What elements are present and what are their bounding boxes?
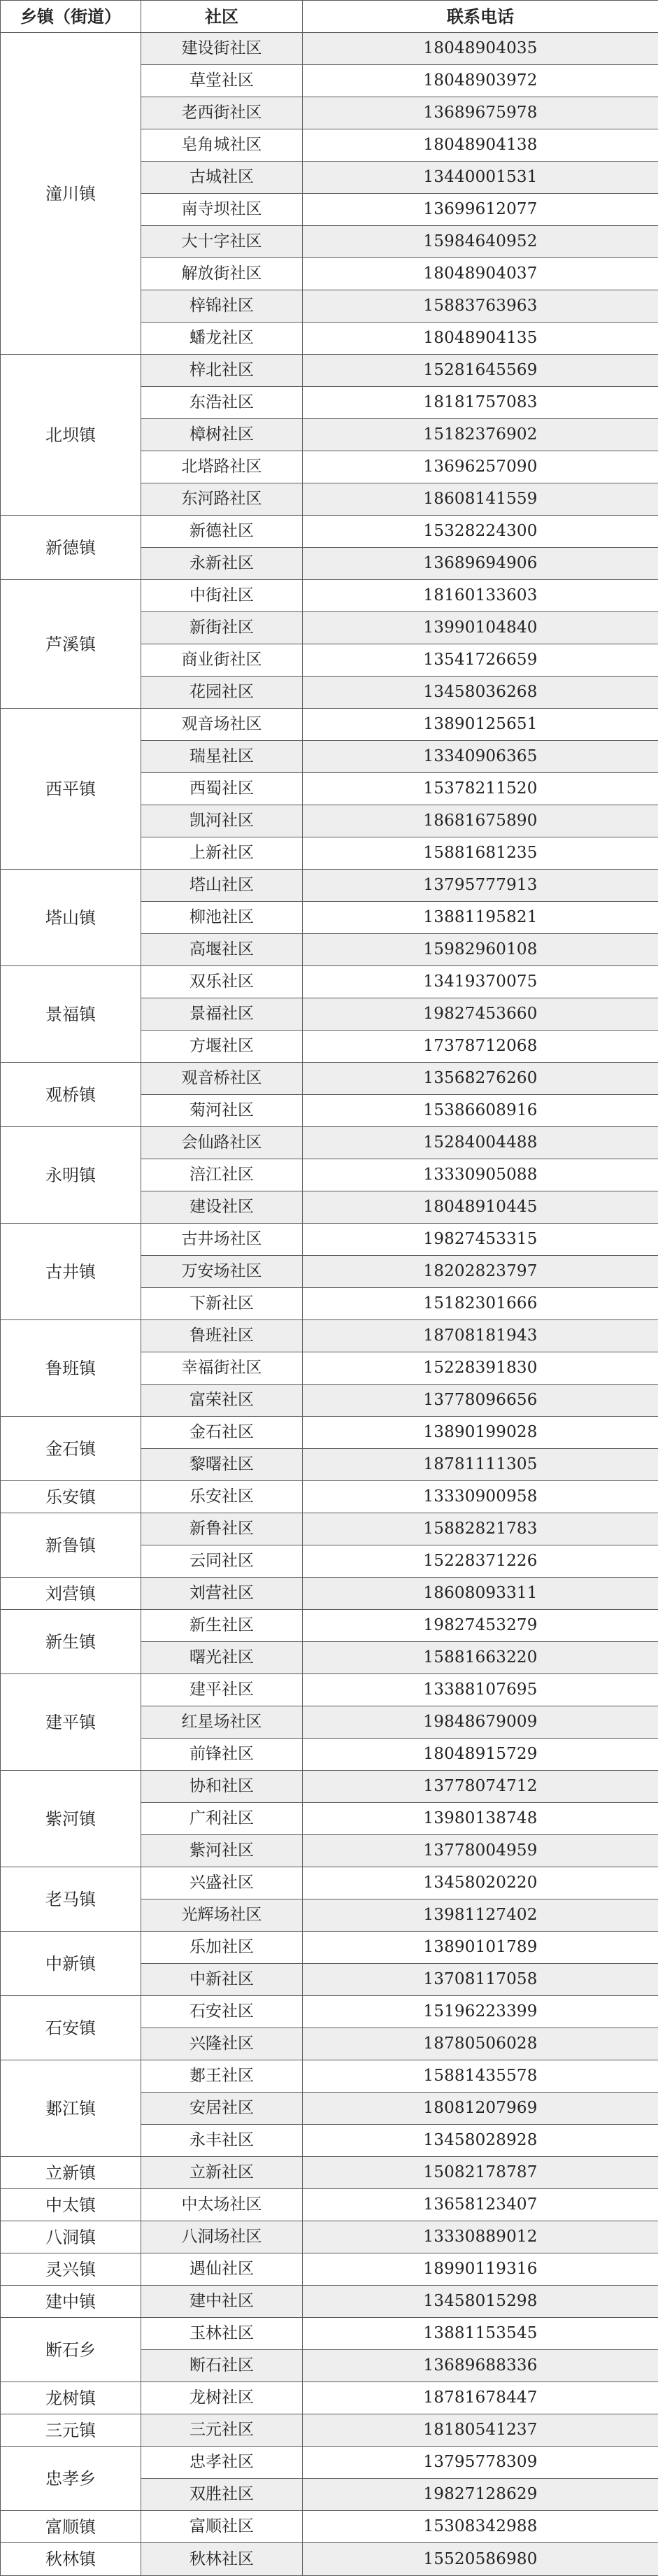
town-cell: 北坝镇 — [1, 355, 141, 516]
community-cell: 双胜社区 — [141, 2479, 303, 2511]
community-cell: 观音桥社区 — [141, 1063, 303, 1095]
community-cell: 中太场社区 — [141, 2189, 303, 2221]
table-row — [1, 2189, 658, 2221]
table-row — [1, 2060, 658, 2093]
community-cell: 方堰社区 — [141, 1031, 303, 1063]
community-cell: 富顺社区 — [141, 2511, 303, 2543]
town-cell: 龙树镇 — [1, 2382, 141, 2414]
community-cell: 断石社区 — [141, 2350, 303, 2382]
community-cell: 观音场社区 — [141, 709, 303, 741]
phone-cell: 13458020220 — [303, 1867, 658, 1899]
phone-cell: 15082178787 — [303, 2157, 658, 2189]
town-cell: 立新镇 — [1, 2157, 141, 2189]
community-cell: 遇仙社区 — [141, 2253, 303, 2286]
community-cell: 樟树社区 — [141, 419, 303, 451]
table-row — [1, 1481, 658, 1513]
phone-cell: 13981127402 — [303, 1899, 658, 1932]
phone-cell: 13458036268 — [303, 677, 658, 709]
phone-cell: 13890101789 — [303, 1932, 658, 1964]
town-cell: 中新镇 — [1, 1932, 141, 1996]
phone-cell: 13890125651 — [303, 709, 658, 741]
community-cell: 紫河社区 — [141, 1835, 303, 1867]
phone-cell: 13696257090 — [303, 451, 658, 483]
table-row — [1, 2253, 658, 2286]
phone-cell: 15328224300 — [303, 516, 658, 548]
phone-cell: 18781678447 — [303, 2382, 658, 2414]
phone-cell: 15386608916 — [303, 1095, 658, 1127]
town-cell: 建平镇 — [1, 1674, 141, 1771]
community-cell: 梓锦社区 — [141, 290, 303, 323]
town-cell: 三元镇 — [1, 2414, 141, 2447]
phone-cell: 18608141559 — [303, 483, 658, 516]
community-cell: 建中社区 — [141, 2286, 303, 2318]
community-cell: 龙树社区 — [141, 2382, 303, 2414]
town-cell: 永明镇 — [1, 1127, 141, 1224]
community-cell: 草堂社区 — [141, 65, 303, 97]
phone-cell: 18181757083 — [303, 387, 658, 419]
table-row — [1, 1932, 658, 1964]
phone-cell: 13778096656 — [303, 1385, 658, 1417]
community-cell: 新鲁社区 — [141, 1513, 303, 1545]
phone-cell: 13541726659 — [303, 644, 658, 677]
town-cell: 鲁班镇 — [1, 1320, 141, 1417]
community-cell: 蟠龙社区 — [141, 323, 303, 355]
community-cell: 金石社区 — [141, 1417, 303, 1449]
town-cell: 石安镇 — [1, 1996, 141, 2060]
town-cell: 老马镇 — [1, 1867, 141, 1932]
phone-cell: 15883763963 — [303, 290, 658, 323]
community-cell: 八洞场社区 — [141, 2221, 303, 2253]
table-row — [1, 1996, 658, 2028]
community-cell: 东河路社区 — [141, 483, 303, 516]
community-cell: 古井场社区 — [141, 1224, 303, 1256]
phone-cell: 15228371226 — [303, 1545, 658, 1578]
phone-cell: 18048904037 — [303, 258, 658, 290]
phone-cell: 15228391830 — [303, 1352, 658, 1385]
town-cell: 塔山镇 — [1, 870, 141, 966]
table-row — [1, 1224, 658, 1256]
table-row — [1, 1513, 658, 1545]
community-cell: 忠孝社区 — [141, 2447, 303, 2479]
table-row — [1, 966, 658, 998]
phone-cell: 18081207969 — [303, 2093, 658, 2125]
community-cell: 曙光社区 — [141, 1642, 303, 1674]
community-cell: 建设社区 — [141, 1191, 303, 1224]
community-cell: 商业街社区 — [141, 644, 303, 677]
table-row — [1, 1127, 658, 1159]
phone-cell: 15182301666 — [303, 1288, 658, 1320]
table-row — [1, 870, 658, 902]
phone-cell: 18048904135 — [303, 323, 658, 355]
community-cell: 景福社区 — [141, 998, 303, 1031]
phone-cell: 15881681235 — [303, 837, 658, 870]
table-row — [1, 2157, 658, 2189]
community-cell: 建设街社区 — [141, 33, 303, 65]
phone-cell: 18990119316 — [303, 2253, 658, 2286]
community-cell: 前锋社区 — [141, 1739, 303, 1771]
table-row — [1, 1610, 658, 1642]
phone-cell: 15378211520 — [303, 773, 658, 805]
table-row — [1, 2414, 658, 2447]
phone-cell: 13330889012 — [303, 2221, 658, 2253]
header-phone: 联系电话 — [303, 1, 658, 33]
community-cell: 瑞星社区 — [141, 741, 303, 773]
town-cell: 新鲁镇 — [1, 1513, 141, 1578]
community-cell: 凯河社区 — [141, 805, 303, 837]
community-cell: 皂角城社区 — [141, 129, 303, 162]
community-cell: 柳池社区 — [141, 902, 303, 934]
community-cell: 乐安社区 — [141, 1481, 303, 1513]
community-cell: 新德社区 — [141, 516, 303, 548]
phone-cell: 18048903972 — [303, 65, 658, 97]
phone-cell: 13568276260 — [303, 1063, 658, 1095]
town-cell: 古井镇 — [1, 1224, 141, 1320]
community-cell: 云同社区 — [141, 1545, 303, 1578]
phone-cell: 15984640952 — [303, 226, 658, 258]
table-row — [1, 2286, 658, 2318]
phone-cell: 15308342988 — [303, 2511, 658, 2543]
community-cell: 三元社区 — [141, 2414, 303, 2447]
town-cell: 景福镇 — [1, 966, 141, 1063]
community-cell: 下新社区 — [141, 1288, 303, 1320]
phone-cell: 15284004488 — [303, 1127, 658, 1159]
phone-cell: 18180541237 — [303, 2414, 658, 2447]
phone-cell: 13658123407 — [303, 2189, 658, 2221]
phone-cell: 13689694906 — [303, 548, 658, 580]
table-row — [1, 1867, 658, 1899]
community-cell: 解放街社区 — [141, 258, 303, 290]
table-row — [1, 1417, 658, 1449]
community-cell: 秋林社区 — [141, 2543, 303, 2576]
community-cell: 北塔路社区 — [141, 451, 303, 483]
phone-cell: 13881153545 — [303, 2318, 658, 2350]
town-cell: 中太镇 — [1, 2189, 141, 2221]
phone-cell: 13795777913 — [303, 870, 658, 902]
table-row — [1, 2382, 658, 2414]
header-row — [1, 1, 658, 33]
community-cell: 协和社区 — [141, 1771, 303, 1803]
community-cell: 新生社区 — [141, 1610, 303, 1642]
community-cell: 古城社区 — [141, 162, 303, 194]
table-row — [1, 2318, 658, 2350]
town-cell: 灵兴镇 — [1, 2253, 141, 2286]
table-row — [1, 33, 658, 65]
phone-cell: 15520586980 — [303, 2543, 658, 2576]
phone-cell: 15982960108 — [303, 934, 658, 966]
community-cell: 刘营社区 — [141, 1578, 303, 1610]
town-cell: 紫河镇 — [1, 1771, 141, 1867]
community-cell: 立新社区 — [141, 2157, 303, 2189]
phone-cell: 13778004959 — [303, 1835, 658, 1867]
town-cell: 富顺镇 — [1, 2511, 141, 2543]
community-cell: 上新社区 — [141, 837, 303, 870]
table-body — [1, 33, 658, 2576]
phone-cell: 13881195821 — [303, 902, 658, 934]
community-cell: 兴盛社区 — [141, 1867, 303, 1899]
community-cell: 中新社区 — [141, 1964, 303, 1996]
table-row — [1, 709, 658, 741]
community-cell: 高堰社区 — [141, 934, 303, 966]
phone-cell: 15882821783 — [303, 1513, 658, 1545]
phone-cell: 13458028928 — [303, 2125, 658, 2157]
table-row — [1, 580, 658, 612]
town-cell: 新德镇 — [1, 516, 141, 580]
phone-cell: 13890199028 — [303, 1417, 658, 1449]
town-cell: 刘营镇 — [1, 1578, 141, 1610]
community-cell: 万安场社区 — [141, 1256, 303, 1288]
community-cell: 石安社区 — [141, 1996, 303, 2028]
phone-cell: 19827453660 — [303, 998, 658, 1031]
phone-cell: 19827128629 — [303, 2479, 658, 2511]
phone-cell: 13330900958 — [303, 1481, 658, 1513]
community-cell: 永新社区 — [141, 548, 303, 580]
phone-cell: 13388107695 — [303, 1674, 658, 1706]
town-cell: 西平镇 — [1, 709, 141, 870]
town-cell: 秋林镇 — [1, 2543, 141, 2576]
phone-cell: 18708181943 — [303, 1320, 658, 1352]
community-cell: 新街社区 — [141, 612, 303, 644]
community-cell: 中街社区 — [141, 580, 303, 612]
community-cell: 广利社区 — [141, 1803, 303, 1835]
community-cell: 塔山社区 — [141, 870, 303, 902]
community-cell: 花园社区 — [141, 677, 303, 709]
community-cell: 幸福街社区 — [141, 1352, 303, 1385]
phone-cell: 15182376902 — [303, 419, 658, 451]
town-cell: 潼川镇 — [1, 33, 141, 355]
community-cell: 南寺坝社区 — [141, 194, 303, 226]
phone-cell: 15281645569 — [303, 355, 658, 387]
phone-cell: 13440001531 — [303, 162, 658, 194]
community-cell: 黎曙社区 — [141, 1449, 303, 1481]
community-cell: 光辉场社区 — [141, 1899, 303, 1932]
town-cell: 金石镇 — [1, 1417, 141, 1481]
table-row — [1, 2221, 658, 2253]
phone-cell: 13340906365 — [303, 741, 658, 773]
phone-cell: 19827453279 — [303, 1610, 658, 1642]
phone-cell: 13778074712 — [303, 1771, 658, 1803]
town-cell: 八洞镇 — [1, 2221, 141, 2253]
table-row — [1, 1320, 658, 1352]
town-cell: 芦溪镇 — [1, 580, 141, 709]
community-cell: 涪江社区 — [141, 1159, 303, 1191]
town-cell: 建中镇 — [1, 2286, 141, 2318]
table-row — [1, 2543, 658, 2576]
community-cell: 双乐社区 — [141, 966, 303, 998]
phone-cell: 13330905088 — [303, 1159, 658, 1191]
phone-cell: 13795778309 — [303, 2447, 658, 2479]
phone-cell: 13419370075 — [303, 966, 658, 998]
phone-cell: 18681675890 — [303, 805, 658, 837]
community-cell: 东浩社区 — [141, 387, 303, 419]
phone-cell: 18202823797 — [303, 1256, 658, 1288]
community-cell: 鲁班社区 — [141, 1320, 303, 1352]
phone-cell: 13689675978 — [303, 97, 658, 129]
community-cell: 乐加社区 — [141, 1932, 303, 1964]
table-row — [1, 1578, 658, 1610]
community-cell: 菊河社区 — [141, 1095, 303, 1127]
phone-cell: 13689688336 — [303, 2350, 658, 2382]
town-cell: 断石乡 — [1, 2318, 141, 2382]
phone-cell: 17378712068 — [303, 1031, 658, 1063]
community-cell: 永丰社区 — [141, 2125, 303, 2157]
town-cell: 郪江镇 — [1, 2060, 141, 2157]
community-cell: 富荣社区 — [141, 1385, 303, 1417]
phone-cell: 13708117058 — [303, 1964, 658, 1996]
community-cell: 红星场社区 — [141, 1706, 303, 1739]
table-row — [1, 516, 658, 548]
community-cell: 建平社区 — [141, 1674, 303, 1706]
phone-cell: 19827453315 — [303, 1224, 658, 1256]
phone-cell: 15881435578 — [303, 2060, 658, 2093]
community-cell: 安居社区 — [141, 2093, 303, 2125]
phone-cell: 18048915729 — [303, 1739, 658, 1771]
phone-cell: 13980138748 — [303, 1803, 658, 1835]
phone-cell: 13699612077 — [303, 194, 658, 226]
phone-cell: 18780506028 — [303, 2028, 658, 2060]
community-cell: 老西街社区 — [141, 97, 303, 129]
phone-cell: 13990104840 — [303, 612, 658, 644]
header-community: 社区 — [141, 1, 303, 33]
community-cell: 梓北社区 — [141, 355, 303, 387]
table-row — [1, 1063, 658, 1095]
phone-cell: 18048904035 — [303, 33, 658, 65]
town-cell: 观桥镇 — [1, 1063, 141, 1127]
phone-cell: 18048904138 — [303, 129, 658, 162]
town-cell: 忠孝乡 — [1, 2447, 141, 2511]
town-cell: 新生镇 — [1, 1610, 141, 1674]
table-row — [1, 2511, 658, 2543]
phone-cell: 15881663220 — [303, 1642, 658, 1674]
community-cell: 西蜀社区 — [141, 773, 303, 805]
table-row — [1, 1674, 658, 1706]
table-row — [1, 1771, 658, 1803]
community-cell: 郪王社区 — [141, 2060, 303, 2093]
phone-cell: 18048910445 — [303, 1191, 658, 1224]
phone-cell: 18781111305 — [303, 1449, 658, 1481]
table-row — [1, 355, 658, 387]
community-cell: 玉林社区 — [141, 2318, 303, 2350]
community-cell: 兴隆社区 — [141, 2028, 303, 2060]
phone-cell: 18160133603 — [303, 580, 658, 612]
table-row — [1, 2447, 658, 2479]
community-cell: 会仙路社区 — [141, 1127, 303, 1159]
phone-cell: 19848679009 — [303, 1706, 658, 1739]
community-cell: 大十字社区 — [141, 226, 303, 258]
phone-cell: 13458015298 — [303, 2286, 658, 2318]
town-cell: 乐安镇 — [1, 1481, 141, 1513]
header-town: 乡镇（街道） — [1, 1, 141, 33]
phone-cell: 18608093311 — [303, 1578, 658, 1610]
phone-cell: 15196223399 — [303, 1996, 658, 2028]
